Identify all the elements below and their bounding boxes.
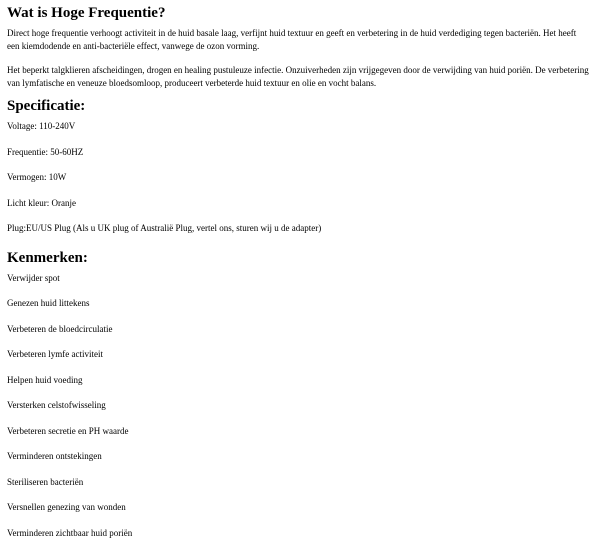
feature-item: Genezen huid littekens (7, 298, 90, 308)
feature-item: Versterken celstofwisseling (7, 400, 106, 410)
features-list (7, 273, 593, 539)
spec-plug: Plug:EU/US Plug (Als u UK plug of Australië Plug, vertel ons, sturen wij u de adapter) (7, 223, 322, 233)
product-description (0, 4, 593, 539)
specifications-heading: Specificatie: (7, 98, 86, 114)
feature-item: Verwijder spot (7, 272, 60, 283)
feature-item: Verbeteren de bloedcirculatie (7, 323, 113, 334)
feature-item: Verbeteren lymfe activiteit (7, 349, 103, 359)
specifications-list (7, 121, 593, 234)
spec-frequency: Frequentie: 50-60HZ (7, 146, 84, 157)
feature-item: Steriliseren bacteriën (7, 476, 84, 487)
spec-light-color: Licht kleur: Oranje (7, 197, 76, 208)
intro-paragraph-1: Direct hoge frequentie verhoogt activiteit in de huid basale laag, verfijnt huid textuur en geeft en verbetering in de huid verdediging tegen bacteriën. Het heeft een kiemdodende en anti-bacteriële effect, vanwege de ozon vorming. (7, 28, 577, 51)
feature-item: Helpen huid voeding (7, 374, 83, 385)
intro-heading: Wat is Hoge Frequentie? (7, 5, 166, 21)
spec-power: Vermogen: 10W (7, 172, 67, 182)
features-heading: Kenmerken: (7, 249, 88, 266)
feature-item: Verminderen ontstekingen (7, 451, 102, 461)
spec-voltage: Voltage: 110-240V (7, 121, 76, 131)
feature-item: Verminderen zichtbaar huid poriën (7, 527, 133, 538)
feature-item: Versnellen genezing van wonden (7, 502, 126, 512)
intro-paragraph-2: Het beperkt talgklieren afscheidingen, drogen en healing pustuleuze infectie. Onzuiverheden zijn vrijgegeven door de verwijding van huid poriën. De verbetering van lymfatische en veneuze bloedsomloop, produceert verbeterde huid textuur en olie en vocht balans. (7, 65, 589, 88)
feature-item: Verbeteren secretie en PH waarde (7, 425, 129, 436)
